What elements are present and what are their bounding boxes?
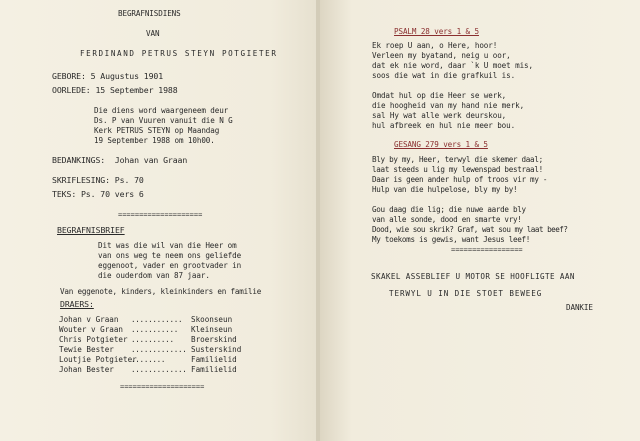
bearer-name: Johan v Graan — [59, 315, 119, 324]
scripture-reading: SKRIFLESING: Ps. 70 — [52, 175, 144, 185]
bearer-relation: Kleinseun — [191, 325, 233, 334]
gesang-line: Bly by my, Heer, terwyl die skemer daal; — [372, 155, 543, 164]
service-line-2: Ds. P van Vuuren vanuit die N G — [94, 116, 233, 125]
bearer-row — [59, 345, 241, 354]
gesang-line: My toekoms is gewis, want Jesus leef! — [372, 235, 531, 244]
death-date: OORLEDE: 15 September 1988 — [52, 85, 178, 95]
bearer-relation: Susterskind — [191, 345, 242, 354]
divider: ==================== — [118, 211, 203, 219]
family-line: Van eggenote, kinders, kleinkinders en familie — [60, 287, 262, 296]
psalm-line: Verleen my byatand, neig u oor, — [372, 51, 511, 60]
thanks-text: DANKIE — [566, 303, 593, 312]
bearer-name: Chris Potgieter — [59, 335, 128, 344]
bearer-relation: Broerskind — [191, 335, 237, 344]
letter-heading: BEGRAFNISBRIEF — [57, 225, 125, 235]
birth-date: GEBORE: 5 Augustus 1901 — [52, 71, 164, 81]
program-title: BEGRAFNISDIENS — [118, 9, 181, 18]
bearer-row — [59, 315, 232, 324]
psalm-line: die hoogheid van my hand nie merk, — [372, 101, 525, 110]
service-line-1: Die diens word waargeneem deur — [94, 106, 229, 115]
psalm-line: hul afbreek en hul nie meer bou. — [372, 121, 516, 130]
gesang-line: Gou daag die lig; die nuwe aarde bly — [372, 205, 526, 214]
notice-line-2: TERWYL U IN DIE STOET BEWEEG — [389, 289, 543, 298]
gesang-heading: GESANG 279 vers 1 & 5 — [394, 140, 488, 149]
bearer-dots: .......... — [131, 335, 174, 344]
right-page — [320, 0, 640, 441]
letter-line-1: Dit was die wil van die Heer om — [98, 241, 237, 250]
psalm-line: soos die wat in die grafkuil is. — [372, 71, 516, 80]
letter-line-3: eggenoot, vader en grootvader in — [98, 261, 242, 270]
bearer-name: Wouter v Graan — [59, 325, 124, 334]
divider: ================= — [451, 246, 523, 254]
bearer-relation: Familielid — [191, 355, 237, 364]
psalm-line: Omdat hul op die Heer se werk, — [372, 91, 507, 100]
bearer-name: Loutjie Potgieter — [59, 355, 137, 364]
gesang-line: Hulp van die hulpelose, bly my by! — [372, 185, 518, 194]
psalm-line: sal Hy wat alle werk deurskou, — [372, 111, 507, 120]
gesang-line: van alle sonde, dood en smarte vry! — [372, 215, 522, 224]
psalm-heading: PSALM 28 vers 1 & 5 — [394, 27, 479, 36]
bearer-row — [59, 365, 237, 374]
bearers-heading: DRAERS: — [60, 299, 94, 309]
bearer-dots: ........ — [131, 355, 166, 364]
bearer-relation: Skoonseun — [191, 315, 233, 324]
bearer-dots: ............. — [131, 345, 187, 354]
letter-line-4: die ouderdom van 87 jaar. — [98, 271, 210, 280]
sermon-text: TEKS: Ps. 70 vers 6 — [52, 189, 144, 199]
bearer-name: Johan Bester — [59, 365, 114, 374]
van-label: VAN — [146, 29, 160, 38]
bearer-row — [59, 355, 237, 364]
psalm-line: Ek roep U aan, o Here, hoor! — [372, 41, 498, 50]
left-page — [0, 0, 318, 441]
gesang-line: Daar is geen ander hulp of troos vir my - — [372, 175, 548, 184]
service-line-4: 19 September 1988 om 10h00. — [94, 136, 215, 145]
letter-line-2: van ons weg te neem ons geliefde — [98, 251, 242, 260]
bearer-row — [59, 325, 232, 334]
psalm-line: dat ek nie word, daar `k U moet mis, — [372, 61, 533, 70]
deceased-name: FERDINAND PETRUS STEYN POTGIETER — [80, 49, 278, 58]
bearer-dots: ........... — [131, 325, 178, 334]
gesang-line: laat steeds u lig my lewenspad bestraal! — [372, 165, 543, 174]
bearer-dots: ............. — [131, 365, 187, 374]
bearer-relation: Familielid — [191, 365, 237, 374]
gesang-line: Dood, wie sou skrik? Graf, wat sou my laat beef? — [372, 225, 568, 234]
service-line-3: Kerk PETRUS STEYN op Maandag — [94, 126, 220, 135]
thanks-person: BEDANKINGS: Johan van Graan — [52, 155, 188, 165]
bearer-dots: ............ — [131, 315, 183, 324]
notice-line-1: SKAKEL ASSEBLIEF U MOTOR SE HOOFLIGTE AAN — [371, 272, 575, 281]
bearer-row — [59, 335, 237, 344]
divider: ==================== — [120, 383, 205, 391]
bearer-name: Tewie Bester — [59, 345, 114, 354]
